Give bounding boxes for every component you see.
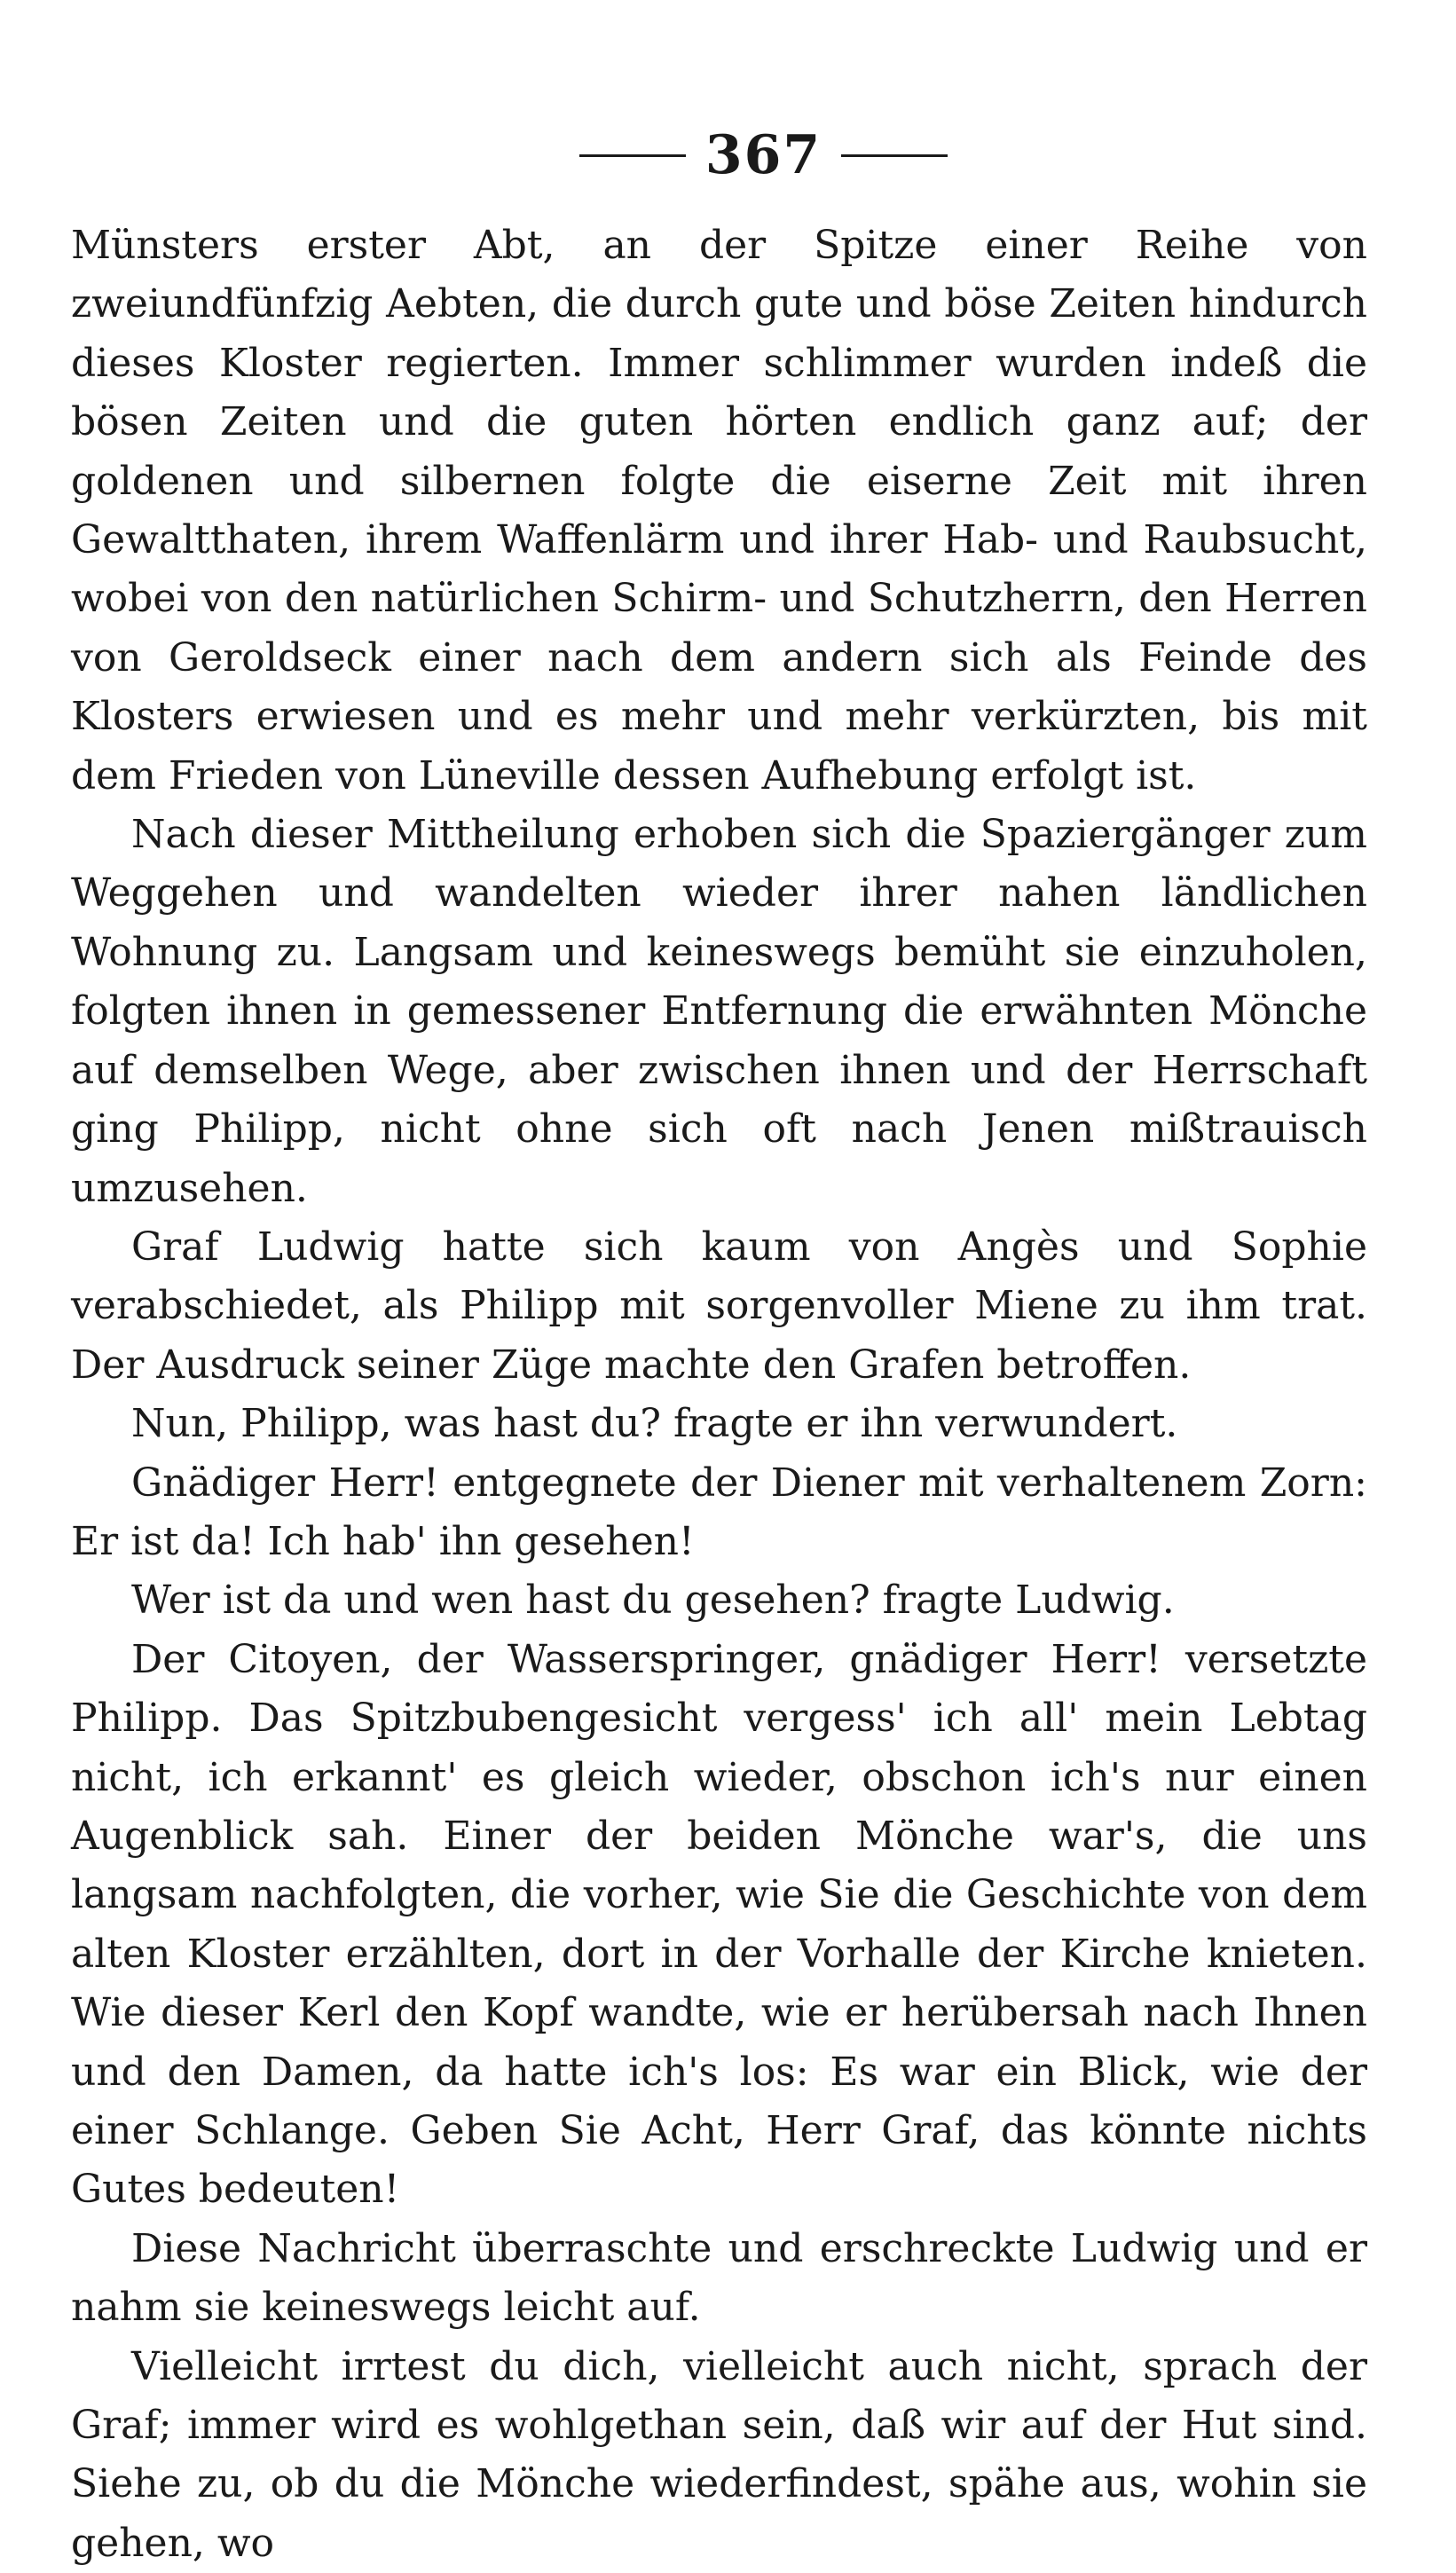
paragraph: Nach dieser Mittheilung erhoben sich die Spaziergänger zum Weggehen und wandelten wieder ihrer nahen ländlichen Wohnung zu. Langsam und keineswegs bemüht sie einzuholen, folgten ihnen in gemessener Entfernung die erwähnten Mönche auf demselben Wege, aber zwischen ihnen und der Herrschaft ging Philipp, nicht ohne sich oft nach Jenen mißtrauisch umzusehen. [71,812,1367,1211]
paragraph: Nun, Philipp, was hast du? fragte er ihn verwundert. [131,1401,1178,1447]
header-rule-right [841,154,948,157]
paragraph: Wer ist da und wen hast du gesehen? fragte Ludwig. [131,1578,1175,1624]
body-text [71,216,1367,2573]
header-rule-left [579,154,686,157]
paragraph: Diese Nachricht überraschte und erschreckte Ludwig und er nahm sie keineswegs leicht auf. [71,2225,1367,2331]
page-header [195,124,1332,186]
paragraph: Gnädiger Herr! entgegnete der Diener mit verhaltenem Zorn: Er ist da! Ich hab' ihn gesehen! [71,1460,1367,1564]
page-number: 367 [704,124,822,186]
paragraph: Der Citoyen, der Wasserspringer, gnädiger Herr! versetzte Philipp. Das Spitzbubengesicht vergess' ich all' mein Lebtag nicht, ich erkannt' es gleich wieder, obschon ich's nur einen Augenblick sah. Einer der beiden Mönche war's, die uns langsam nachfolgten, die vorher, wie Sie die Geschichte von dem alten Kloster erzählten, dort in der Vorhalle der Kirche knieten. Wie dieser Kerl den Kopf wandte, wie er herübersah nach Ihnen und den Damen, da hatte ich's los: Es war ein Blick, wie der einer Schlange. Geben Sie Acht, Herr Graf, das könnte nichts Gutes bedeuten! [71,1636,1367,2213]
paragraph: Vielleicht irrtest du dich, vielleicht auch nicht, sprach der Graf; immer wird es wohlgethan sein, daß wir auf der Hut sind. Siehe zu, ob du die Mönche wiederfindest, spähe aus, wohin sie gehen, wo [71,2343,1367,2566]
paragraph-continued: Münsters erster Abt, an der Spitze einer Reihe von zweiundfünfzig Aebten, die durch gute und böse Zeiten hindurch dieses Kloster regierten. Immer schlimmer wurden indeß die bösen Zeiten und die guten hörten endlich ganz auf; der goldenen und silbernen folgte die eiserne Zeit mit ihren Gewaltthaten, ihrem Waffenlärm und ihrer Hab- und Raubsucht, wobei von den natürlichen Schirm- und Schutzherrn, den Herren von Geroldseck einer nach dem andern sich als Feinde des Klosters erwiesen und es mehr und mehr verkürzten, bis mit dem Frieden von Lüneville dessen Aufhebung erfolgt ist. [71,223,1367,799]
paragraph: Graf Ludwig hatte sich kaum von Angès und Sophie verabschiedet, als Philipp mit sorgenvoller Miene zu ihm trat. Der Ausdruck seiner Züge machte den Grafen betroffen. [71,1224,1367,1388]
